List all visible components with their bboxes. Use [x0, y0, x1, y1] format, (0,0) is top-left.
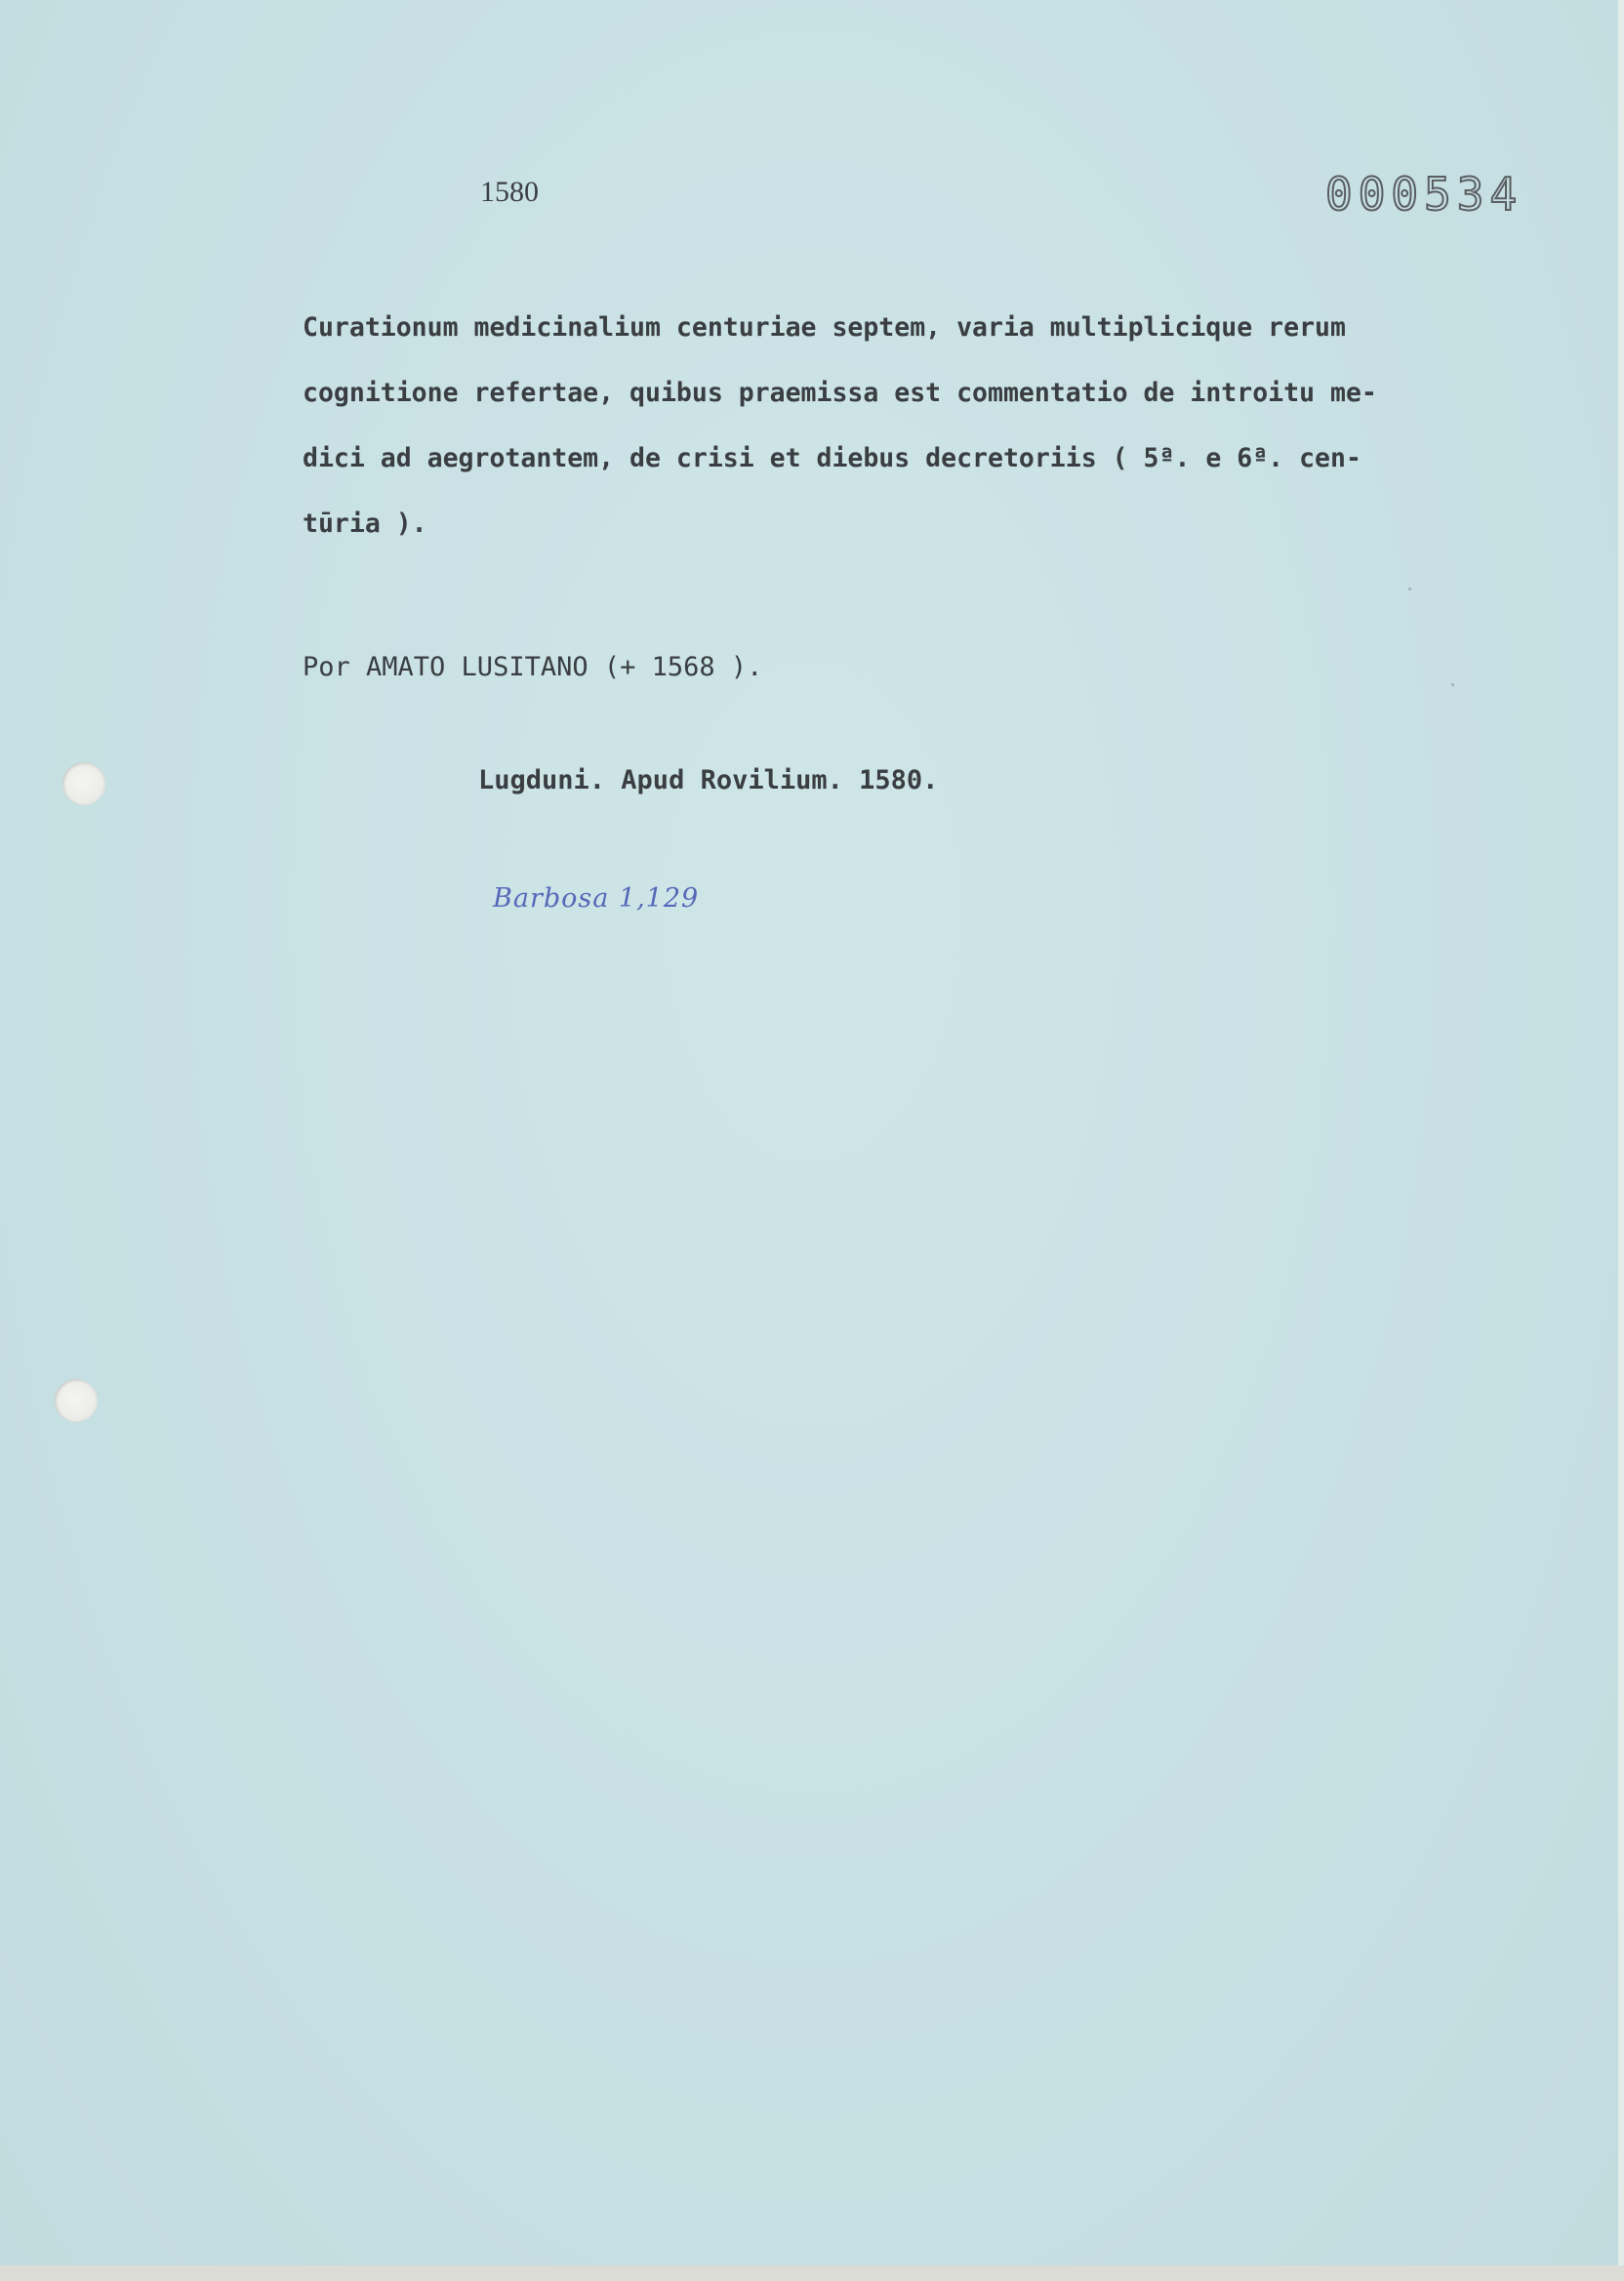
punch-hole-lower [55, 1379, 98, 1422]
description-line-2: cognitione refertae, quibus praemissa est commentatio de introitu me- [303, 378, 1377, 408]
description-line-3: dici ad aegrotantem, de crisi et diebus decretoriis ( 5ª. e 6ª. cen- [303, 443, 1361, 473]
card-right-edge [1618, 0, 1624, 2281]
description-line-1: Curationum medicinalium centuriae septem, varia multiplicique rerum [303, 312, 1346, 343]
paper-speck [1408, 588, 1411, 591]
handwritten-reference: Barbosa 1,129 [493, 883, 700, 914]
paper-speck [1451, 683, 1454, 686]
punch-hole-upper [62, 762, 105, 805]
record-number-stamp: 000534 [1325, 168, 1523, 221]
card-year: 1580 [480, 176, 539, 208]
imprint-line: Lugduni. Apud Rovilium. 1580. [478, 765, 939, 795]
description-line-4: tūria ). [303, 509, 427, 539]
author-line: Por AMATO LUSITANO (+ 1568 ). [303, 652, 763, 682]
card-bottom-edge [0, 2265, 1624, 2281]
